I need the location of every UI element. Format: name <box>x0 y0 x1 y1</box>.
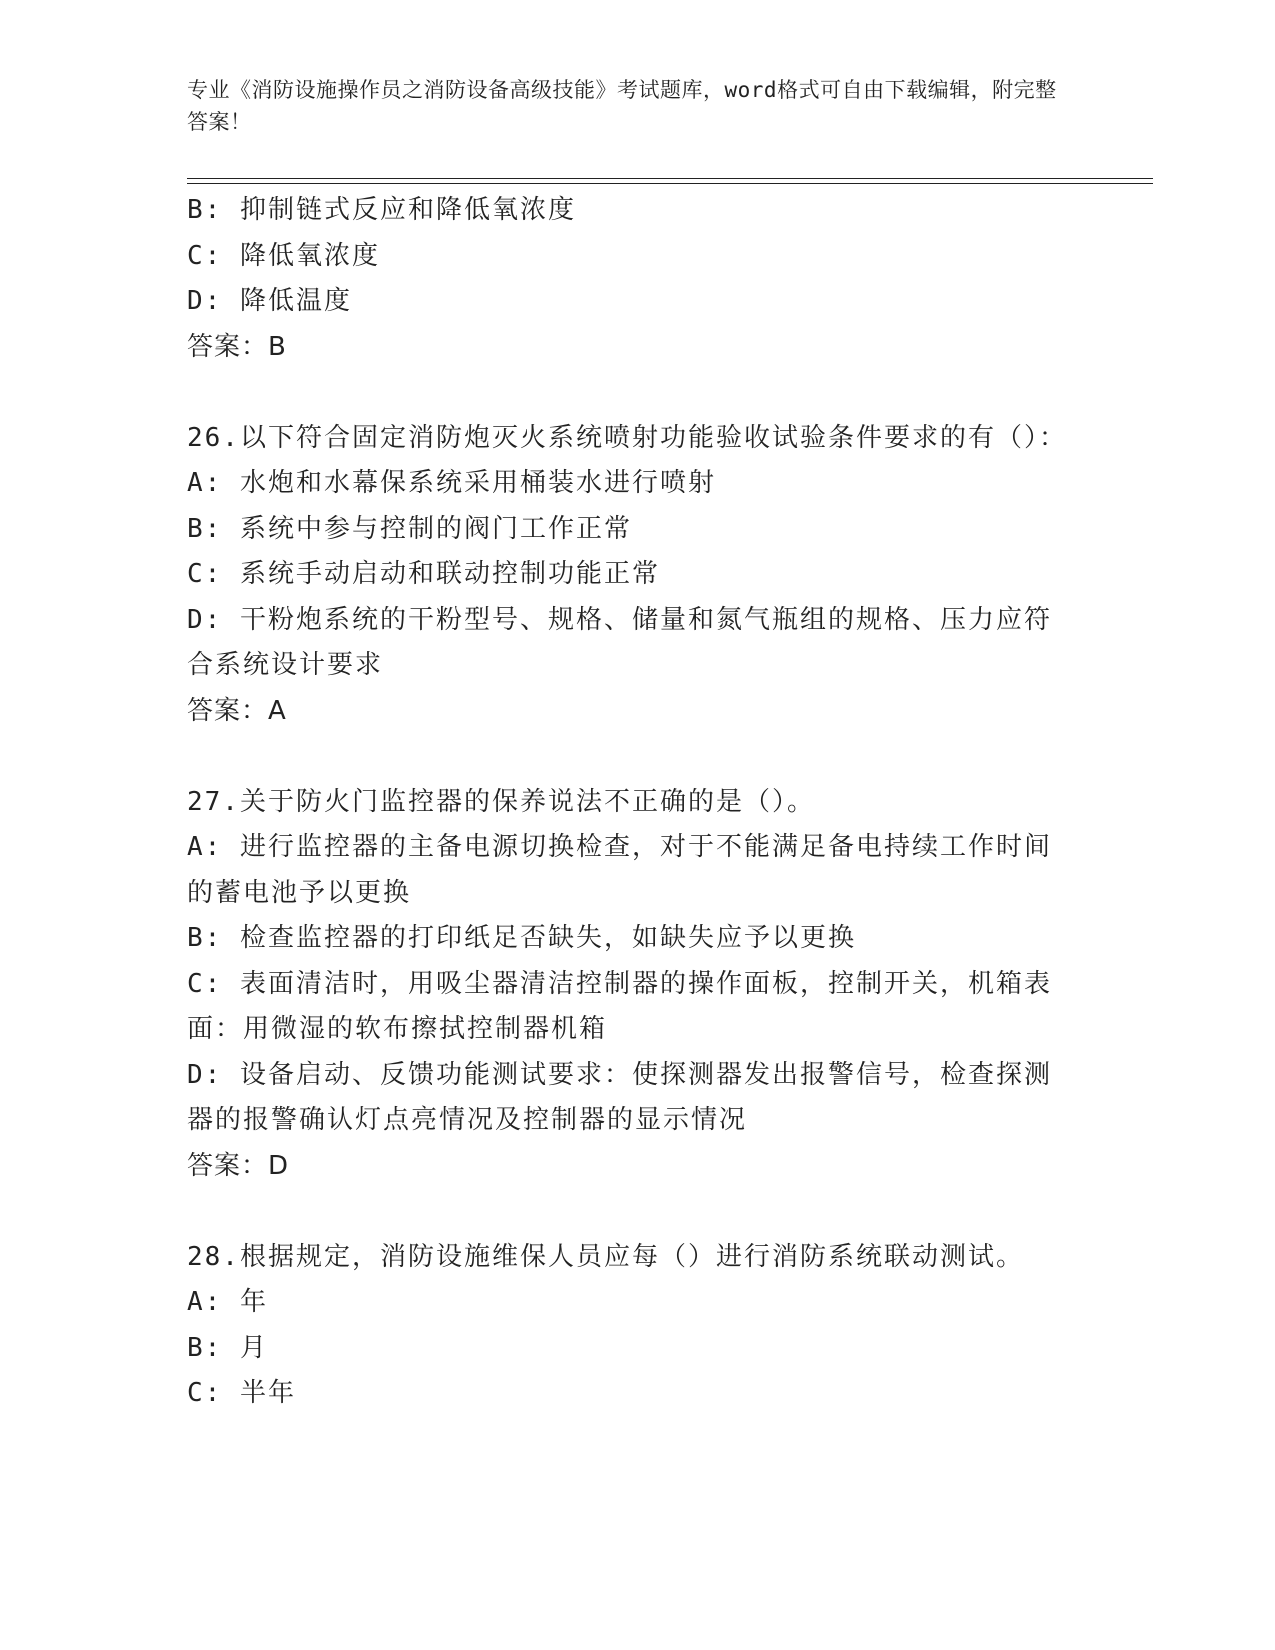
option-a: A: 进行监控器的主备电源切换检查，对于不能满足备电持续工作时间的蓄电池予以更换 <box>187 832 1052 908</box>
question-list <box>187 188 1077 1417</box>
option-c: C: 表面清洁时，用吸尘器清洁控制器的操作面板，控制开关，机箱表面：用微湿的软布擦拭控制器机箱 <box>187 968 1052 1044</box>
option-c: C: 系统手动启动和联动控制功能正常 <box>187 559 660 589</box>
question-26 <box>187 416 1077 735</box>
option-b: B: 检查监控器的打印纸足否缺失，如缺失应予以更换 <box>187 923 856 953</box>
option-b: B: 系统中参与控制的阀门工作正常 <box>187 513 632 544</box>
option-b: B: 抑制链式反应和降低氧浓度 <box>187 195 576 225</box>
option-d: D: 降低温度 <box>187 286 352 316</box>
question-25 <box>187 188 1077 370</box>
question-separator <box>187 370 1077 416</box>
option-a: A: 年 <box>187 1287 268 1317</box>
question-28 <box>187 1235 1077 1417</box>
document-header: 专业《消防设施操作员之消防设备高级技能》考试题库，word格式可自由下载编辑，附完整答案！ <box>187 78 1057 134</box>
option-c: C: 半年 <box>187 1378 296 1408</box>
question-27 <box>187 780 1077 1190</box>
header-divider-top <box>187 178 1153 179</box>
option-d: D: 干粉炮系统的干粉型号、规格、储量和氮气瓶组的规格、压力应符合系统设计要求 <box>187 604 1052 680</box>
question-separator <box>187 734 1077 780</box>
question-text: 28.根据规定，消防设施维保人员应每（）进行消防系统联动测试。 <box>187 1241 1024 1272</box>
answer: 答案：D <box>187 1150 290 1181</box>
question-text: 27.关于防火门监控器的保养说法不正确的是（）。 <box>187 786 815 817</box>
header-divider-bottom <box>187 183 1153 184</box>
option-d: D: 设备启动、反馈功能测试要求：使探测器发出报警信号，检查探测器的报警确认灯点亮情况及控制器的显示情况 <box>187 1059 1052 1135</box>
option-c: C: 降低氧浓度 <box>187 240 380 271</box>
answer: 答案：A <box>187 695 287 726</box>
option-a: A: 水炮和水幕保系统采用桶装水进行喷射 <box>187 468 716 498</box>
option-b: B: 月 <box>187 1332 268 1363</box>
question-text: 26.以下符合固定消防炮灭火系统喷射功能验收试验条件要求的有（）： <box>187 422 1067 453</box>
answer: 答案：B <box>187 331 287 362</box>
question-separator <box>187 1189 1077 1235</box>
